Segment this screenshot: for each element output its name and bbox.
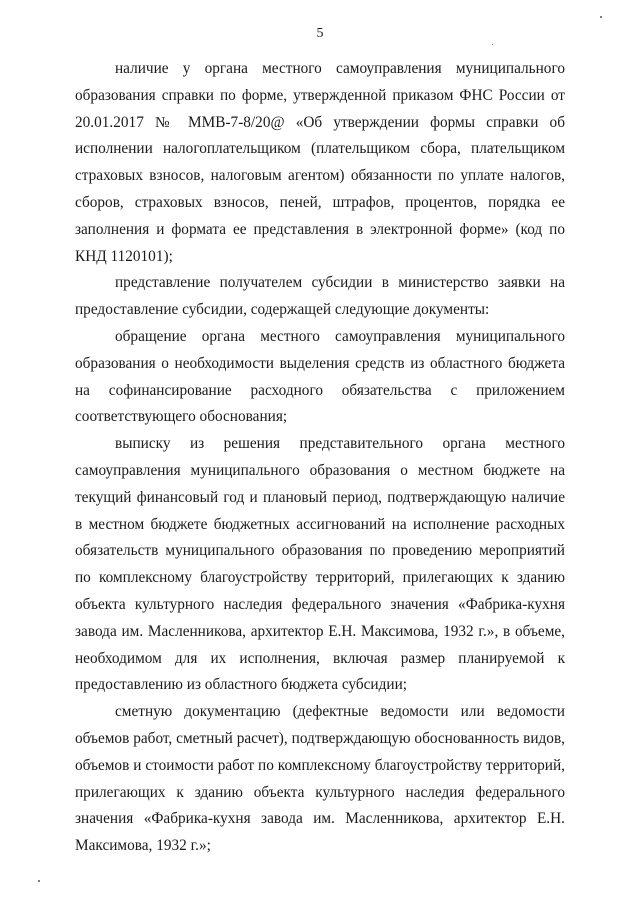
paragraph-budget-extract: выписку из решения представительного органа местного самоуправления муниципального образования о местном бюджете на текущий финансовый год и плановый период, подтверждающую наличие в местном бюджете бюджетных ассигнований на исполнение расходных обязательств муниципального образования по проведению мероприятий по комплексному благоустройству территорий, прилегающих к зданию объекта культурного наследия федерального значения «Фабрика-кухня завода им. Масленникова, архитектор Е.Н. Максимова, 1932 г.», в объеме, необходимом для их исполнения, включая размер планируемой к предоставлению из областного бюджета субсидии;	[75, 435, 565, 694]
paragraph-tax-certificate: наличие у органа местного самоуправления муниципального образования справки по форме, утвержденной приказом ФНС России от 20.01.2017 № ММВ-7-8/20@ «Об утверждении формы справки об исполнении налогоплательщиком (плательщиком сбора, плательщиком страховых взносов, налоговым агентом) обязанности по уплате налогов, сборов, страховых взносов, пеней, штрафов, процентов, порядка ее заполнения и формата ее представления в электронной форме» (код по КНД 1120101);	[75, 60, 565, 265]
scan-speck	[38, 880, 40, 882]
paragraph-application: представление получателем субсидии в министерство заявки на предоставление субсидии, содержащей следующие документы:	[75, 274, 565, 319]
paragraph-estimate-documentation: сметную документацию (дефектные ведомости или ведомости объемов работ, сметный расчет), подтверждающую обоснованность видов, объемов и стоимости работ по комплексному благоустройству территорий, прилегающих к зданию объекта культурного наследия федерального значения «Фабрика-кухня завода им. Масленникова, архитектор Е.Н. Максимова, 1932 г.»;	[75, 703, 565, 855]
paragraph-request: обращение органа местного самоуправления муниципального образования о необходимости выделения средств из областного бюджета на софинансирование расходного обязательства с приложением соответствующего обоснования;	[75, 327, 565, 426]
page-number: 5	[316, 26, 324, 41]
scan-speck	[600, 16, 602, 18]
scan-speck	[492, 44, 493, 45]
document-body	[75, 56, 565, 860]
